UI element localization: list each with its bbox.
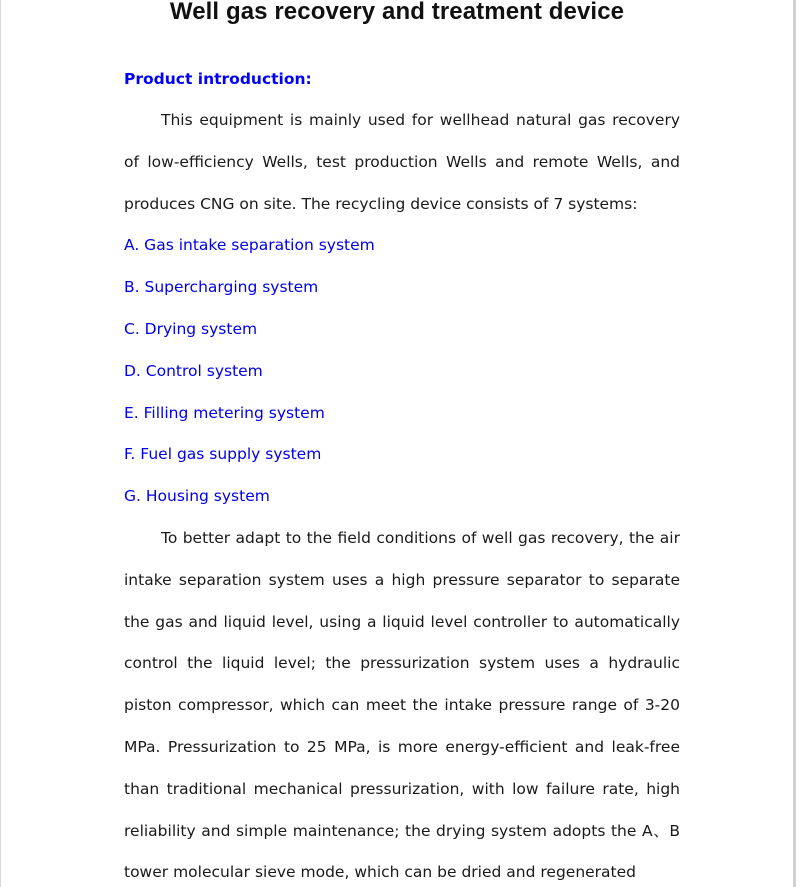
list-item: D. Control system [124, 361, 263, 380]
section-heading: Product introduction: [124, 70, 312, 88]
list-item: G. Housing system [124, 487, 270, 506]
list-item: B. Supercharging system [124, 278, 319, 297]
intro-paragraph: This equipment is mainly used for wellhead natural gas recovery of low-efficiency Wells, test production Wells and remote Wells, and produces CNG on site. The recycling device consists of 7 systems: [124, 111, 680, 213]
document-body [124, 58, 680, 887]
systems-list [124, 225, 680, 518]
document-title: Well gas recovery and treatment device [169, 0, 625, 25]
list-item: F. Fuel gas supply system [124, 445, 322, 464]
list-item: E. Filling metering system [124, 403, 325, 422]
detail-paragraph: To better adapt to the field conditions of well gas recovery, the air intake separation system uses a high pressure separator to separate the gas and liquid level, using a liquid level controller to automatically control the liquid level; the pressurization system uses a hydraulic piston compressor, which can meet the intake pressure range of 3-20 MPa. Pressurization to 25 MPa, is more energy-efficient and leak-free than traditional mechanical pressurization, with low failure rate, high reliability and simple maintenance; the drying system adopts the A、B tower molecular sieve mode, which can be dried and regenerated [124, 528, 680, 882]
list-item: A. Gas intake separation system [124, 236, 375, 255]
list-item: C. Drying system [124, 319, 258, 338]
